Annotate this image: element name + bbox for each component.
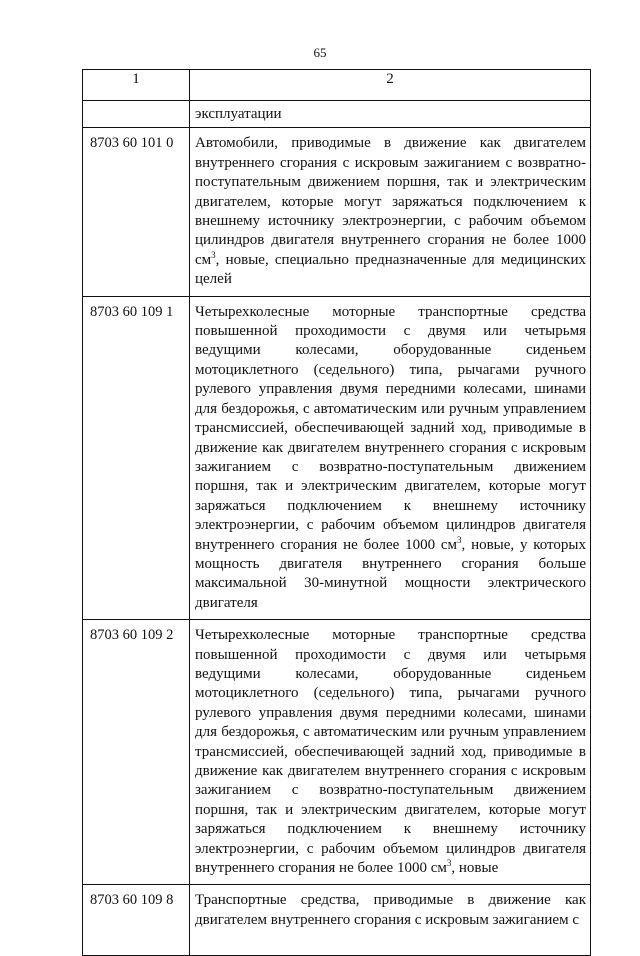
column-header-1: 1 [83, 70, 190, 101]
continued-code-cell [83, 101, 190, 128]
continued-row [83, 101, 591, 128]
commodity-description [190, 620, 591, 885]
description-text-end: , новые, у которых мощность двигателя внутреннего сгорания больше максимальной 30-минутной мощности электрического двигателя [195, 536, 586, 611]
description-text: Транспортные средства, приводимые в движение как двигателем внутреннего сгорания с искровым зажиганием с [195, 892, 586, 928]
commodity-code: 8703 60 109 8 [83, 885, 190, 956]
commodity-code: 8703 60 101 0 [83, 128, 190, 296]
description-text: Четырехколесные моторные транспортные средства повышенной проходимости с двумя или четырьмя ведущими колесами, оборудованные сиденьем мотоциклетного (седельного) типа, рычагами ручного рулевого управления двумя передними колесами, шинами для бездорожья, с автоматическим или ручным управлением трансмиссией, обеспечивающей задний ход, приводимые в движение как двигателем внутреннего сгорания с искровым зажиганием с возвратно-поступательным движением поршня, так и электрическим двигателем, которые могут заряжаться подключением к внешнему источнику электроэнергии, с рабочим объемом цилиндров двигателя внутреннего сгорания не более 1000 см [195, 303, 586, 553]
commodity-description [190, 128, 591, 296]
table-header-row [83, 70, 591, 101]
description-text-end: , новые [451, 860, 499, 877]
description-text: Автомобили, приводимые в движение как двигателем внутреннего сгорания с искровым зажиганием с возвратно-поступательным движением поршня, так и электрическим двигателем, которые могут заряжаться подключением к внешнему источнику электроэнергии, с рабочим объемом цилиндров двигателя внутреннего сгорания не более 1000 см [195, 135, 586, 268]
table-row [83, 885, 591, 956]
column-header-2: 2 [190, 70, 591, 101]
table-row [83, 620, 591, 885]
commodity-description [190, 296, 591, 620]
description-text: Четырехколесные моторные транспортные средства повышенной проходимости с двумя или четырьмя ведущими колесами, оборудованные сиденьем мотоциклетного (седельного) типа, рычагами ручного рулевого управления двумя передними колесами, шинами для бездорожья, с автоматическим или ручным управлением трансмиссией, обеспечивающей задний ход, приводимые в движение как двигателем внутреннего сгорания с искровым зажиганием с возвратно-поступательным движением поршня, так и электрическим двигателем, которые могут заряжаться подключением к внешнему источнику электроэнергии, с рабочим объемом цилиндров двигателя внутреннего сгорания не более 1000 см [195, 627, 586, 877]
tariff-table [82, 69, 591, 956]
description-text-end: , новые, специально предназначенные для медицинских целей [195, 251, 586, 288]
commodity-description [190, 885, 591, 956]
table-row [83, 128, 591, 296]
superscript: 3 [457, 534, 462, 545]
page-number: 65 [313, 45, 327, 60]
superscript: 3 [211, 249, 216, 260]
commodity-code: 8703 60 109 1 [83, 296, 190, 620]
table-row [83, 296, 591, 620]
superscript: 3 [446, 858, 452, 869]
continued-text-cell: эксплуатации [190, 101, 591, 128]
commodity-code: 8703 60 109 2 [83, 620, 190, 885]
